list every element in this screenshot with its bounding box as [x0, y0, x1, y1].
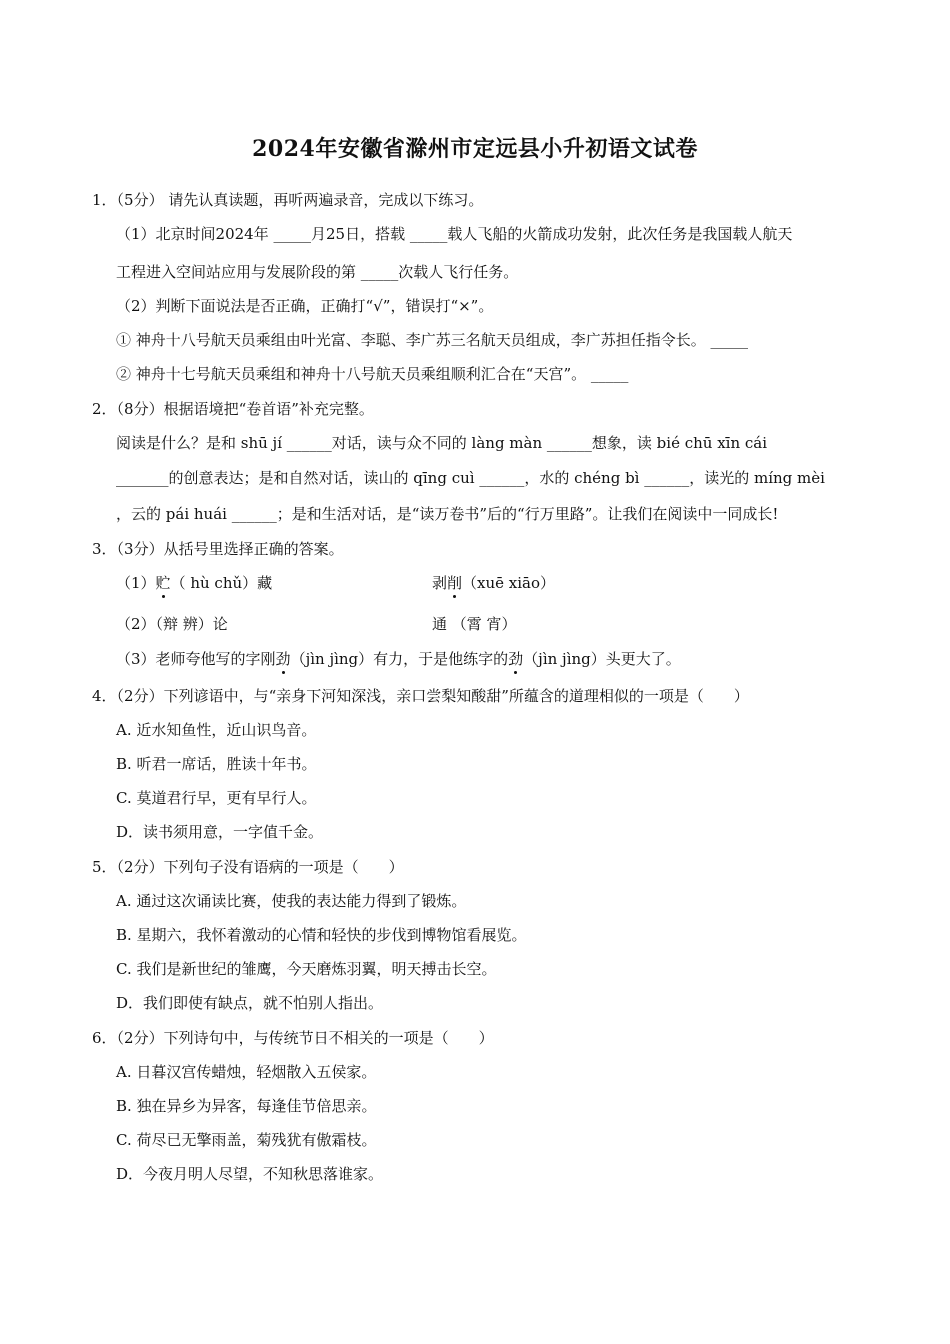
item-1a-prefix: （1） — [116, 574, 156, 592]
question-5-option-d: D．我们即使有缺点，就不怕别人指出。 — [116, 994, 384, 1012]
dotted-character: 劲 — [275, 650, 291, 668]
dotted-character: 劲 — [508, 650, 524, 668]
question-6-option-c: C. 荷尽已无擎雨盖，菊残犹有傲霜枝。 — [116, 1131, 377, 1149]
page-title: 2024年安徽省滁州市定远县小升初语文试卷 — [252, 136, 698, 162]
question-3-item-1b — [432, 573, 555, 593]
question-6-heading: 6．（2分）下列诗句中，与传统节日不相关的一项是（ ） — [92, 1029, 494, 1047]
question-3-heading: 3．（3分）从括号里选择正确的答案。 — [92, 540, 344, 558]
question-4-option-d: D．读书须用意，一字值千金。 — [116, 823, 324, 841]
question-5-option-c: C. 我们是新世纪的雏鹰，今天磨炼羽翼，明天搏击长空。 — [116, 960, 497, 978]
question-6-option-a: A. 日暮汉宫传蜡烛，轻烟散入五侯家。 — [116, 1063, 377, 1081]
question-6-option-b: B. 独在异乡为异客，每逢佳节倍思亲。 — [116, 1097, 377, 1115]
question-1-part-2-instruction: （2）判断下面说法是否正确，正确打“√”，错误打“×”。 — [116, 297, 494, 315]
item-3-text-b: （jìn jìng）有力，于是他练字的 — [290, 650, 509, 668]
question-4-option-c: C. 莫道君行早，更有早行人。 — [116, 789, 317, 807]
question-1-heading: 1．（5分） 请先认真读题，再听两遍录音，完成以下练习。 — [92, 191, 484, 209]
question-3-item-1a — [116, 573, 272, 593]
question-2-line-2: _______的创意表达；是和自然对话，读山的 qīng cuì ______，水的 chéng bì ______，读光的 míng mèi — [116, 469, 825, 487]
question-3-item-3 — [116, 649, 681, 669]
question-1-part-1-line-2: 工程进入空间站应用与发展阶段的第 _____次载人飞行任务。 — [116, 263, 519, 281]
question-3-item-2b: 通 （霄 宵） — [432, 615, 517, 633]
item-1b-options: （xuē xiāo） — [462, 574, 556, 592]
question-5-heading: 5．（2分）下列句子没有语病的一项是（ ） — [92, 858, 404, 876]
question-1-part-1-line-1: （1）北京时间2024年 _____月25日，搭载 _____载人飞船的火箭成功发射，此次任务是我国载人航天 — [116, 225, 793, 243]
question-6-option-d: D．今夜月明人尽望，不知秋思落谁家。 — [116, 1165, 384, 1183]
question-1-statement-1: ① 神舟十八号航天员乘组由叶光富、李聪、李广苏三名航天员组成，李广苏担任指令长。 _____ — [116, 331, 749, 349]
question-4-heading: 4．（2分）下列谚语中，与“亲身下河知深浅，亲口尝梨知酸甜”所蕴含的道理相似的一项是（ ） — [92, 687, 749, 705]
question-5-option-b: B. 星期六，我怀着激动的心情和轻快的步伐到博物馆看展览。 — [116, 926, 527, 944]
question-2-heading: 2．（8分）根据语境把“卷首语”补充完整。 — [92, 400, 374, 418]
question-1-statement-2: ② 神舟十七号航天员乘组和神舟十八号航天员乘组顺利汇合在“天宫”。 _____ — [116, 365, 629, 383]
question-2-line-3: ，云的 pái huái ______；是和生活对话，是“读万卷书”后的“行万里路”。让我们在阅读中一同成长! — [116, 505, 779, 523]
dotted-character: 削 — [447, 574, 463, 592]
question-4-option-a: A. 近水知鱼性，近山识鸟音。 — [116, 721, 317, 739]
question-3-item-2a: （2）（辩 辨）论 — [116, 615, 228, 633]
question-4-option-b: B. 听君一席话，胜读十年书。 — [116, 755, 317, 773]
item-1b-prefix: 剥 — [432, 574, 448, 592]
item-3-text-a: （3）老师夸他写的字刚 — [116, 650, 276, 668]
dotted-character: 贮 — [155, 574, 171, 592]
question-2-line-1: 阅读是什么？是和 shū jí ______对话，读与众不同的 làng màn ______想象，读 bié chū xīn cái — [116, 434, 768, 452]
item-1a-options: （ hù chǔ）藏 — [170, 574, 273, 592]
item-3-text-c: （jìn jìng）头更大了。 — [523, 650, 681, 668]
question-5-option-a: A. 通过这次诵读比赛，使我的表达能力得到了锻炼。 — [116, 892, 467, 910]
